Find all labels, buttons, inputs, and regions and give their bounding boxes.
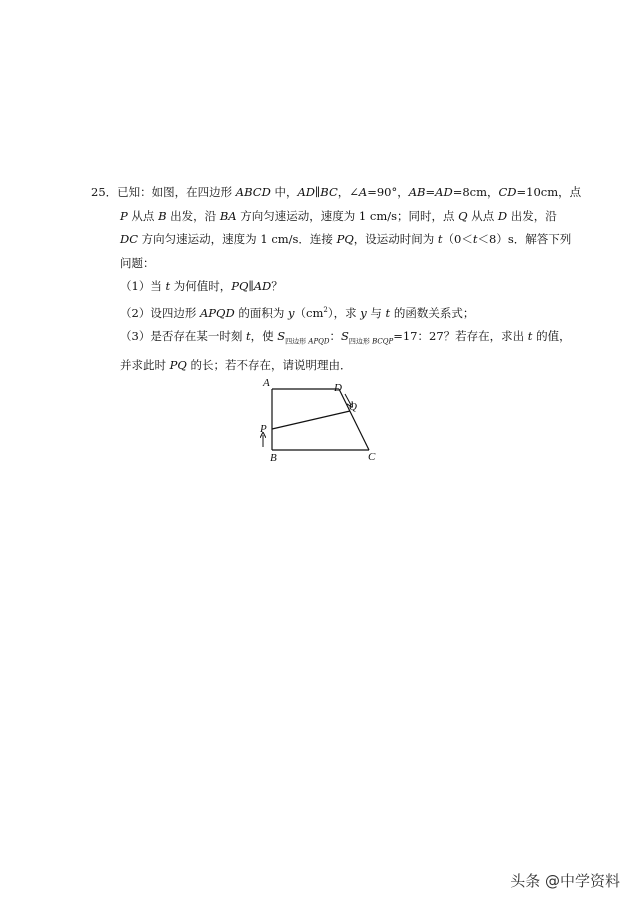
question-2: （2）设四边形 APQD 的面积为 $y(cm^2)$，求 y 与 t 的函数关系式；: [120, 305, 475, 320]
watermark: 头条 @中学资料: [510, 872, 620, 890]
segment-dc: [339, 389, 369, 450]
trapezoid-figure: [250, 374, 385, 464]
label-q: Q: [349, 401, 357, 413]
trapezoid-diagram: [250, 374, 385, 464]
problem-number: 25．: [91, 185, 118, 199]
problem-line-2: P 从点 B 出发，沿 BA 方向匀速运动，速度为 1 cm/s；同时，点 Q 从点 D 出发，沿: [120, 208, 557, 223]
question-1: （1）当 t 为何值时，PQ∥AD？: [120, 279, 283, 293]
question-3-continued: 并求此时 PQ 的长；若不存在，请说明理由．: [120, 357, 352, 372]
segment-pq: [272, 411, 350, 429]
problem-line-4: 问题：: [120, 255, 155, 270]
label-b: B: [270, 452, 277, 464]
problem-25: [91, 181, 582, 377]
problem-line-3: DC 方向匀速运动，速度为 1 cm/s．连接 PQ，设运动时间为 t（0＜t＜8）s．解答下列: [120, 232, 572, 246]
question-3: （3）是否存在某一时刻 t，使 $S_{四边形}$ $_{APQD}$：$S_{四边形}$ $_{BCQP}$=17：27？若存在，求出 t 的值，: [120, 328, 571, 346]
label-d: D: [334, 382, 342, 394]
label-a: A: [263, 377, 270, 389]
label-c: C: [368, 451, 376, 463]
problem-line-1: 25．已知：如图，在四边形 ABCD 中，AD∥BC，∠A=90°，AB=AD=8cm，CD=10cm，点: [91, 185, 582, 199]
label-p: P: [260, 423, 267, 435]
